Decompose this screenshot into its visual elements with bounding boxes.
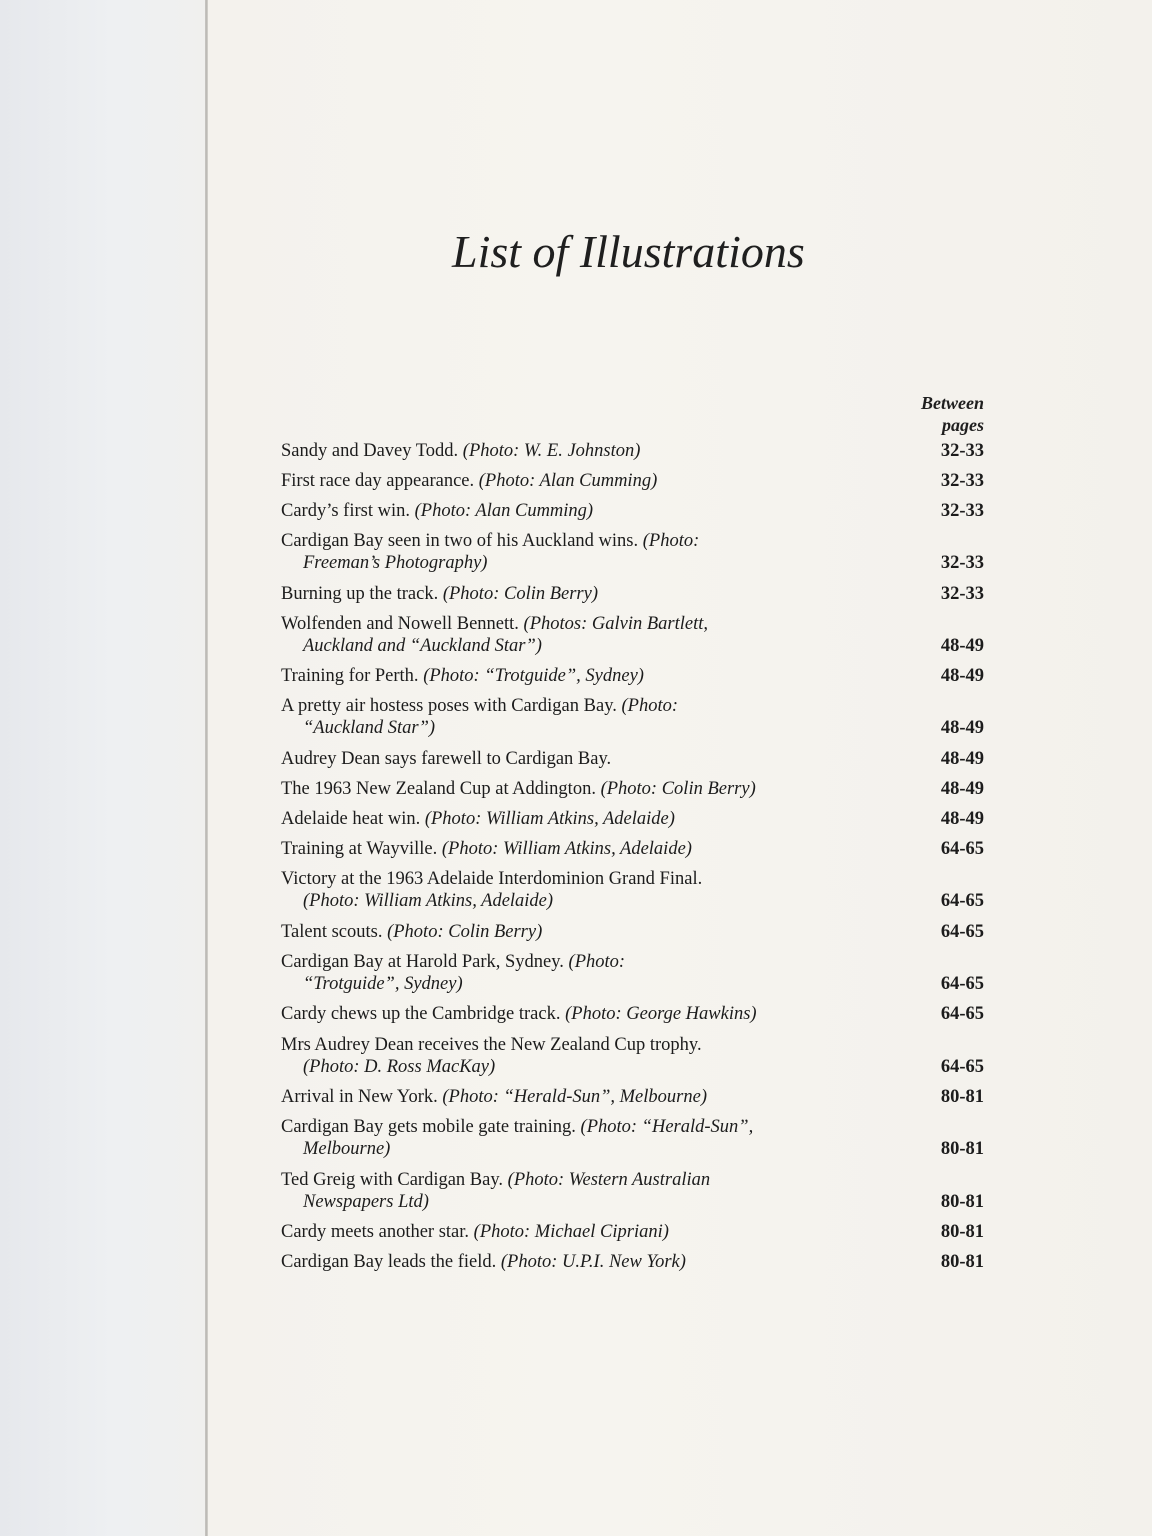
entry-photo-credit-continued: “Auckland Star”)	[303, 718, 436, 739]
list-item	[281, 530, 984, 574]
entry-description	[281, 613, 881, 657]
entry-photo-credit: (Photos: Galvin Bartlett,	[523, 613, 709, 634]
list-item	[281, 1221, 984, 1243]
entry-description	[281, 1034, 881, 1078]
entry-caption: Cardigan Bay at Harold Park, Sydney.	[281, 951, 569, 972]
entry-caption: Cardigan Bay leads the field.	[281, 1252, 501, 1273]
entry-caption: Audrey Dean says farewell to Cardigan Bay.	[281, 748, 612, 769]
entry-description	[281, 778, 881, 800]
entry-line	[281, 922, 542, 942]
entry-pages: 80-81	[940, 1222, 984, 1243]
entry-caption: Cardy meets another star.	[281, 1222, 474, 1243]
entry-line	[281, 1222, 669, 1242]
entry-description	[281, 530, 881, 574]
list-item	[281, 868, 984, 912]
entry-photo-credit-continued: Melbourne)	[303, 1139, 391, 1160]
entry-photo-credit: (Photo: Colin Berry)	[600, 779, 756, 800]
entry-line	[281, 1035, 702, 1055]
entry-description	[281, 838, 881, 860]
entry-pages: 64-65	[940, 921, 984, 942]
entry-line	[281, 584, 598, 604]
entry-description	[281, 500, 881, 522]
entry-line	[281, 1004, 757, 1024]
entry-line	[281, 696, 678, 716]
list-item	[281, 748, 984, 770]
entry-pages: 80-81	[940, 1252, 984, 1273]
entry-photo-credit: (Photo: “Herald-Sun”, Melbourne)	[442, 1087, 707, 1108]
entry-line	[281, 1252, 686, 1272]
entry-pages: 48-49	[940, 635, 984, 656]
entry-photo-credit-continued: Newspapers Ltd)	[303, 1191, 429, 1212]
entry-pages: 80-81	[940, 1087, 984, 1108]
list-item	[281, 613, 984, 657]
list-item	[281, 470, 984, 492]
entry-photo-credit-continued: Auckland and “Auckland Star”)	[303, 635, 542, 656]
entry-caption: Arrival in New York.	[281, 1087, 443, 1108]
entry-description	[281, 808, 881, 830]
entry-caption: Adelaide heat win.	[281, 809, 425, 830]
entry-photo-credit: (Photo: Colin Berry)	[442, 583, 599, 604]
entry-line	[281, 749, 611, 769]
entry-description	[281, 1251, 881, 1273]
entry-description	[281, 440, 881, 462]
entry-description	[281, 583, 881, 605]
entry-line	[281, 779, 756, 799]
entry-caption: Burning up the track.	[281, 583, 443, 604]
entry-pages: 64-65	[940, 839, 984, 860]
entry-pages: 48-49	[940, 779, 984, 800]
entry-photo-credit: (Photo: Western Australian	[507, 1169, 711, 1190]
entry-photo-credit: (Photo:	[642, 531, 700, 552]
list-item	[281, 1251, 984, 1273]
entry-line	[281, 501, 593, 521]
list-item	[281, 1116, 984, 1160]
entry-line	[281, 809, 675, 829]
list-item	[281, 1169, 984, 1213]
entry-caption: Cardy’s first win.	[281, 501, 415, 522]
entry-line	[281, 869, 702, 889]
list-item	[281, 1003, 984, 1025]
entry-photo-credit: (Photo: George Hawkins)	[565, 1004, 757, 1025]
entry-photo-credit: (Photo: William Atkins, Adelaide)	[441, 839, 692, 860]
entry-line	[281, 471, 657, 491]
entry-caption: Cardy chews up the Cambridge track.	[281, 1004, 566, 1025]
list-item	[281, 695, 984, 739]
entry-line	[281, 441, 640, 461]
list-item	[281, 440, 984, 462]
entry-line	[281, 666, 644, 686]
column-header-line: pages	[942, 415, 984, 435]
entry-photo-credit: (Photo: Colin Berry)	[387, 921, 543, 942]
list-item	[281, 1086, 984, 1108]
entry-pages: 32-33	[940, 501, 984, 522]
entry-description	[281, 695, 881, 739]
entry-line	[281, 1087, 707, 1107]
entry-pages: 32-33	[940, 553, 984, 574]
entry-description	[281, 1169, 881, 1213]
page-title: List of Illustrations	[452, 226, 805, 277]
entry-pages: 64-65	[940, 1056, 984, 1077]
entry-pages: 32-33	[940, 441, 984, 461]
list-item	[281, 838, 984, 860]
entry-description	[281, 1003, 881, 1025]
list-item	[281, 778, 984, 800]
entry-description	[281, 748, 881, 770]
entry-caption: Ted Greig with Cardigan Bay.	[281, 1169, 508, 1190]
entry-pages: 48-49	[940, 666, 984, 687]
entry-caption: Cardigan Bay seen in two of his Auckland wins.	[281, 531, 643, 552]
entry-description	[281, 1116, 881, 1160]
list-item	[281, 665, 984, 687]
column-header	[880, 392, 984, 436]
list-item	[281, 921, 984, 943]
entry-photo-credit: (Photo: “Trotguide”, Sydney)	[423, 666, 644, 687]
entry-caption: A pretty air hostess poses with Cardigan Bay.	[281, 696, 622, 717]
entry-caption: Wolfenden and Nowell Bennett.	[281, 613, 524, 634]
entry-description	[281, 921, 881, 943]
entry-photo-credit: (Photo: W. E. Johnston)	[462, 441, 641, 461]
facing-page	[0, 0, 210, 1536]
entry-description	[281, 868, 881, 912]
entry-description	[281, 1221, 881, 1243]
entry-line	[281, 952, 625, 972]
entry-caption: Training for Perth.	[281, 666, 424, 687]
entry-description	[281, 470, 881, 492]
entry-line	[281, 531, 699, 551]
entry-photo-credit: (Photo:	[568, 951, 626, 972]
entry-caption: Talent scouts.	[281, 921, 388, 942]
entry-caption: Training at Wayville.	[281, 839, 442, 860]
entry-pages: 48-49	[940, 718, 984, 739]
entry-photo-credit: (Photo:	[621, 696, 679, 717]
entry-description	[281, 665, 881, 687]
entry-description	[281, 951, 881, 995]
entry-pages: 64-65	[940, 891, 984, 912]
entry-photo-credit: (Photo: “Herald-Sun”,	[580, 1117, 754, 1138]
list-item	[281, 583, 984, 605]
list-item	[281, 951, 984, 995]
entry-photo-credit-continued: “Trotguide”, Sydney)	[303, 973, 463, 994]
entry-description	[281, 1086, 881, 1108]
entry-pages: 48-49	[940, 748, 984, 769]
entry-line	[281, 839, 692, 859]
entry-pages: 64-65	[940, 1004, 984, 1025]
entry-photo-credit-continued: (Photo: D. Ross MacKay)	[303, 1056, 496, 1077]
entry-caption: Mrs Audrey Dean receives the New Zealand Cup trophy.	[281, 1034, 702, 1055]
entry-pages: 80-81	[940, 1191, 984, 1212]
entry-caption: First race day appearance.	[281, 471, 479, 492]
list-item	[281, 500, 984, 522]
entry-line	[281, 1170, 710, 1190]
column-header-line: Between	[921, 393, 984, 413]
entry-pages: 80-81	[940, 1139, 984, 1160]
entry-photo-credit: (Photo: Michael Cipriani)	[473, 1222, 669, 1243]
entry-pages: 64-65	[940, 973, 984, 994]
entry-caption: The 1963 New Zealand Cup at Addington.	[281, 779, 601, 800]
entry-caption: Cardigan Bay gets mobile gate training.	[281, 1117, 581, 1138]
entry-pages: 32-33	[940, 471, 984, 492]
list-item	[281, 808, 984, 830]
list-item	[281, 1034, 984, 1078]
illustrations-list	[281, 440, 984, 1281]
entry-pages: 48-49	[940, 809, 984, 830]
entry-photo-credit: (Photo: William Atkins, Adelaide)	[424, 809, 675, 830]
entry-photo-credit-continued: Freeman’s Photography)	[303, 553, 488, 574]
entry-photo-credit: (Photo: U.P.I. New York)	[500, 1252, 686, 1273]
entry-caption: Sandy and Davey Todd.	[281, 441, 463, 461]
entry-photo-credit-continued: (Photo: William Atkins, Adelaide)	[303, 891, 554, 912]
entry-line	[281, 614, 708, 634]
entry-caption: Victory at the 1963 Adelaide Interdominion Grand Final.	[281, 869, 703, 890]
entry-pages: 32-33	[940, 583, 984, 604]
entry-photo-credit: (Photo: Alan Cumming)	[414, 501, 594, 522]
entry-line	[281, 1117, 753, 1137]
entry-photo-credit: (Photo: Alan Cumming)	[478, 471, 658, 492]
